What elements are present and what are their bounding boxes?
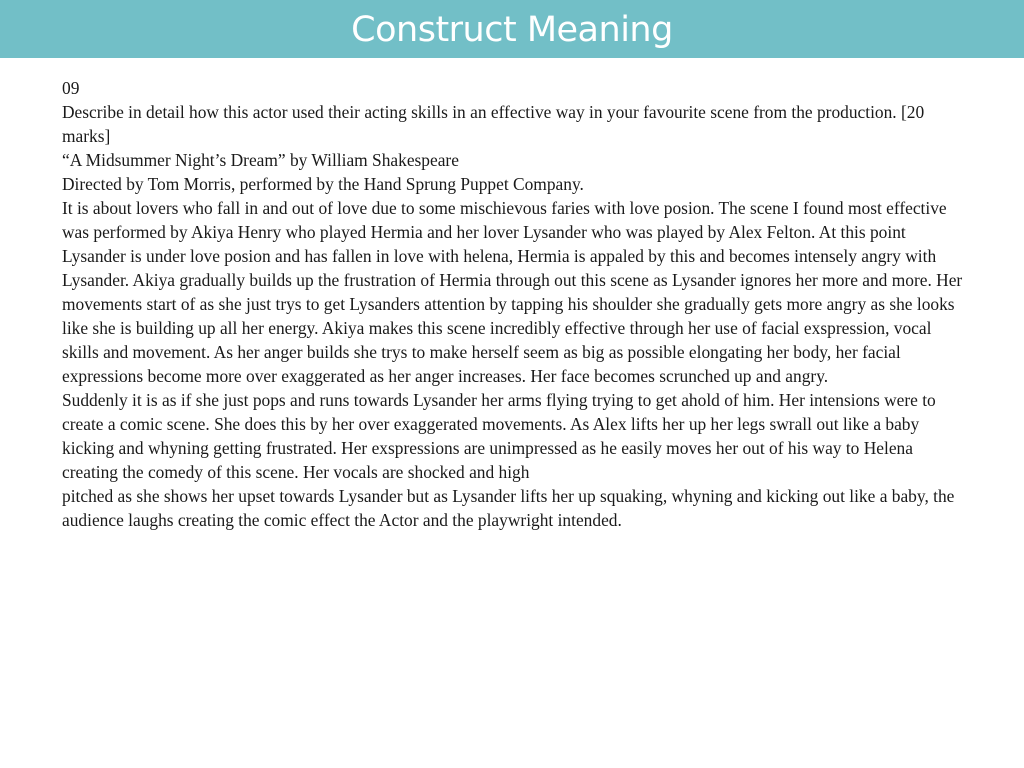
play-title: “A Midsummer Night’s Dream” by William Shakespeare [62, 150, 459, 170]
answer-paragraph-2b: pitched as she shows her upset towards Lysander but as Lysander lifts her up squaking, whyning and kicking out like a baby, the audience laughs creating the comic effect the Actor and the playwright intended. [62, 486, 955, 530]
answer-paragraph-1: It is about lovers who fall in and out of love due to some mischievous faries with love posion. The scene I found most effective was performed by Akiya Henry who played Hermia and her lover Lysander who was played by Alex Felton. At this point Lysander is under love posion and has fallen in love with helena, Hermia is appaled by this and becomes intensely angry with Lysander. Akiya gradually builds up the frustration of Hermia through out this scene as Lysander ignores her more and more. Her movements start of as she just trys to get Lysanders attention by tapping his shoulder she gradually gets more angry as she looks like she is building up all her energy. Akiya makes this scene incredibly effective through her use of facial exspression, vocal skills and movement. As her anger builds she trys to make herself seem as big as possible elongating her body, her facial expressions become more over exaggerated as her anger increases. Her face becomes scrunched up and angry. [62, 198, 963, 386]
question-text: Describe in detail how this actor used their acting skills in an effective way in your favourite scene from the production. [20 marks] [62, 102, 925, 146]
question-number: 09 [62, 78, 80, 98]
slide-body [62, 76, 972, 532]
director-line: Directed by Tom Morris, performed by the Hand Sprung Puppet Company. [62, 174, 584, 194]
slide-title: Construct Meaning [351, 10, 673, 50]
answer-paragraph-2a: Suddenly it is as if she just pops and runs towards Lysander her arms flying trying to get ahold of him. Her intensions were to create a comic scene. She does this by her over exaggerated movements. As Alex lifts her up her legs swrall out like a baby kicking and whyning getting frustrated. Her exspressions are unimpressed as he easily moves her out of his way to Helena creating the comedy of this scene. Her vocals are shocked and high [62, 390, 936, 482]
title-bar [0, 0, 1024, 58]
